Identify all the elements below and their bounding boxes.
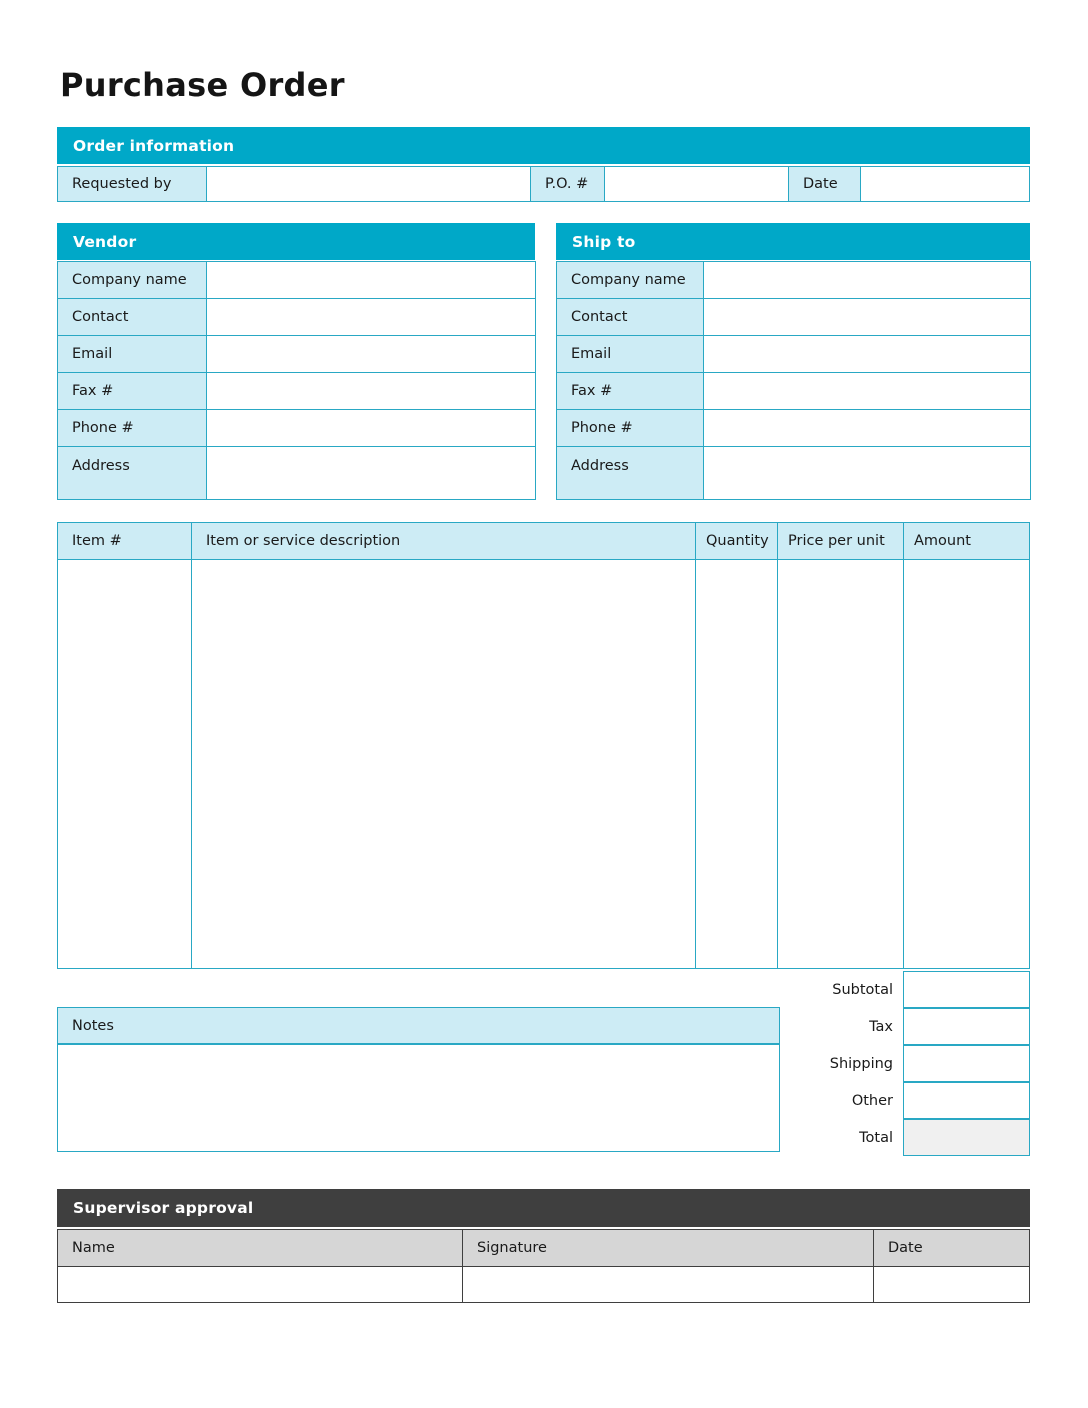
ship-to-email-label-text: Email xyxy=(571,346,612,362)
approval-signature-input[interactable] xyxy=(462,1266,875,1303)
ship-to-address-input[interactable] xyxy=(703,446,1031,500)
ship-to-fax-label xyxy=(556,372,704,410)
tax-label xyxy=(760,1008,903,1045)
vendor-fax-input[interactable] xyxy=(206,372,536,410)
notes-input[interactable] xyxy=(57,1044,780,1152)
items-column-header-quantity-text: Quantity xyxy=(706,533,769,549)
subtotal-value[interactable] xyxy=(903,971,1030,1008)
vendor-address-input[interactable] xyxy=(206,446,536,500)
ship-to-header-label: Ship to xyxy=(572,232,636,251)
date-label-text: Date xyxy=(803,176,838,192)
date-input[interactable] xyxy=(860,166,1030,202)
items-column-header-description xyxy=(191,522,697,560)
vendor-contact-input[interactable] xyxy=(206,298,536,336)
supervisor-approval-header-label: Supervisor approval xyxy=(73,1199,254,1217)
ship-to-address-label-text: Address xyxy=(571,458,629,474)
vendor-company-name-label xyxy=(57,261,207,299)
subtotal-label xyxy=(760,971,903,1008)
items-column-header-price-per-unit-text: Price per unit xyxy=(788,533,885,549)
ship-to-fax-label-text: Fax # xyxy=(571,383,613,399)
vendor-header xyxy=(57,223,535,260)
po-number-label-text: P.O. # xyxy=(545,176,589,192)
items-body-item-number[interactable] xyxy=(57,559,193,969)
total-label xyxy=(760,1119,903,1156)
shipping-label xyxy=(760,1045,903,1082)
vendor-contact-label xyxy=(57,298,207,336)
ship-to-contact-label-text: Contact xyxy=(571,309,628,325)
requested-by-input[interactable] xyxy=(206,166,531,202)
po-number-input[interactable] xyxy=(604,166,789,202)
approval-column-header-signature xyxy=(462,1229,875,1267)
items-body-quantity[interactable] xyxy=(695,559,779,969)
other-label-text: Other xyxy=(851,1092,893,1109)
order-information-header xyxy=(57,127,1030,164)
po-number-label xyxy=(530,166,605,202)
items-column-header-item-number xyxy=(57,522,193,560)
approval-name-input[interactable] xyxy=(57,1266,464,1303)
date-label xyxy=(788,166,861,202)
tax-label-text: Tax xyxy=(869,1018,893,1035)
ship-to-fax-input[interactable] xyxy=(703,372,1031,410)
shipping-value[interactable] xyxy=(903,1045,1030,1082)
requested-by-label xyxy=(57,166,207,202)
ship-to-phone-input[interactable] xyxy=(703,409,1031,447)
vendor-email-label xyxy=(57,335,207,373)
ship-to-company-name-input[interactable] xyxy=(703,261,1031,299)
vendor-header-label: Vendor xyxy=(73,232,137,251)
other-value[interactable] xyxy=(903,1082,1030,1119)
approval-column-header-signature-text: Signature xyxy=(477,1240,547,1256)
items-body-description[interactable] xyxy=(191,559,697,969)
ship-to-company-name-label-text: Company name xyxy=(571,272,686,288)
vendor-phone-label xyxy=(57,409,207,447)
notes-label xyxy=(57,1007,780,1044)
ship-to-phone-label xyxy=(556,409,704,447)
approval-column-header-date xyxy=(873,1229,1030,1267)
notes-label-text: Notes xyxy=(72,1017,114,1034)
order-information-header-label: Order information xyxy=(73,136,235,155)
ship-to-header xyxy=(556,223,1030,260)
items-column-header-item-number-text: Item # xyxy=(72,533,122,549)
vendor-email-input[interactable] xyxy=(206,335,536,373)
requested-by-label-text: Requested by xyxy=(72,176,172,192)
ship-to-address-label xyxy=(556,446,704,500)
vendor-address-label xyxy=(57,446,207,500)
items-column-header-quantity xyxy=(695,522,779,560)
approval-date-input[interactable] xyxy=(873,1266,1030,1303)
vendor-address-label-text: Address xyxy=(72,458,130,474)
approval-column-header-name-text: Name xyxy=(72,1240,115,1256)
items-column-header-price-per-unit xyxy=(777,522,905,560)
ship-to-email-label xyxy=(556,335,704,373)
items-column-header-description-text: Item or service description xyxy=(206,533,401,549)
ship-to-contact-input[interactable] xyxy=(703,298,1031,336)
vendor-phone-input[interactable] xyxy=(206,409,536,447)
ship-to-contact-label xyxy=(556,298,704,336)
items-column-header-amount xyxy=(903,522,1030,560)
items-body-amount[interactable] xyxy=(903,559,1030,969)
total-label-text: Total xyxy=(859,1129,893,1146)
approval-column-header-name xyxy=(57,1229,464,1267)
page-title: Purchase Order xyxy=(60,66,345,104)
supervisor-approval-header xyxy=(57,1189,1030,1227)
shipping-label-text: Shipping xyxy=(829,1055,893,1072)
vendor-company-name-input[interactable] xyxy=(206,261,536,299)
ship-to-phone-label-text: Phone # xyxy=(571,420,633,436)
items-column-header-amount-text: Amount xyxy=(914,533,971,549)
other-label xyxy=(760,1082,903,1119)
ship-to-company-name-label xyxy=(556,261,704,299)
vendor-fax-label-text: Fax # xyxy=(72,383,114,399)
vendor-email-label-text: Email xyxy=(72,346,113,362)
tax-value[interactable] xyxy=(903,1008,1030,1045)
items-body-price-per-unit[interactable] xyxy=(777,559,905,969)
ship-to-email-input[interactable] xyxy=(703,335,1031,373)
approval-column-header-date-text: Date xyxy=(888,1240,923,1256)
vendor-contact-label-text: Contact xyxy=(72,309,129,325)
subtotal-label-text: Subtotal xyxy=(832,981,893,998)
total-value[interactable] xyxy=(903,1119,1030,1156)
vendor-phone-label-text: Phone # xyxy=(72,420,134,436)
vendor-company-name-label-text: Company name xyxy=(72,272,187,288)
vendor-fax-label xyxy=(57,372,207,410)
